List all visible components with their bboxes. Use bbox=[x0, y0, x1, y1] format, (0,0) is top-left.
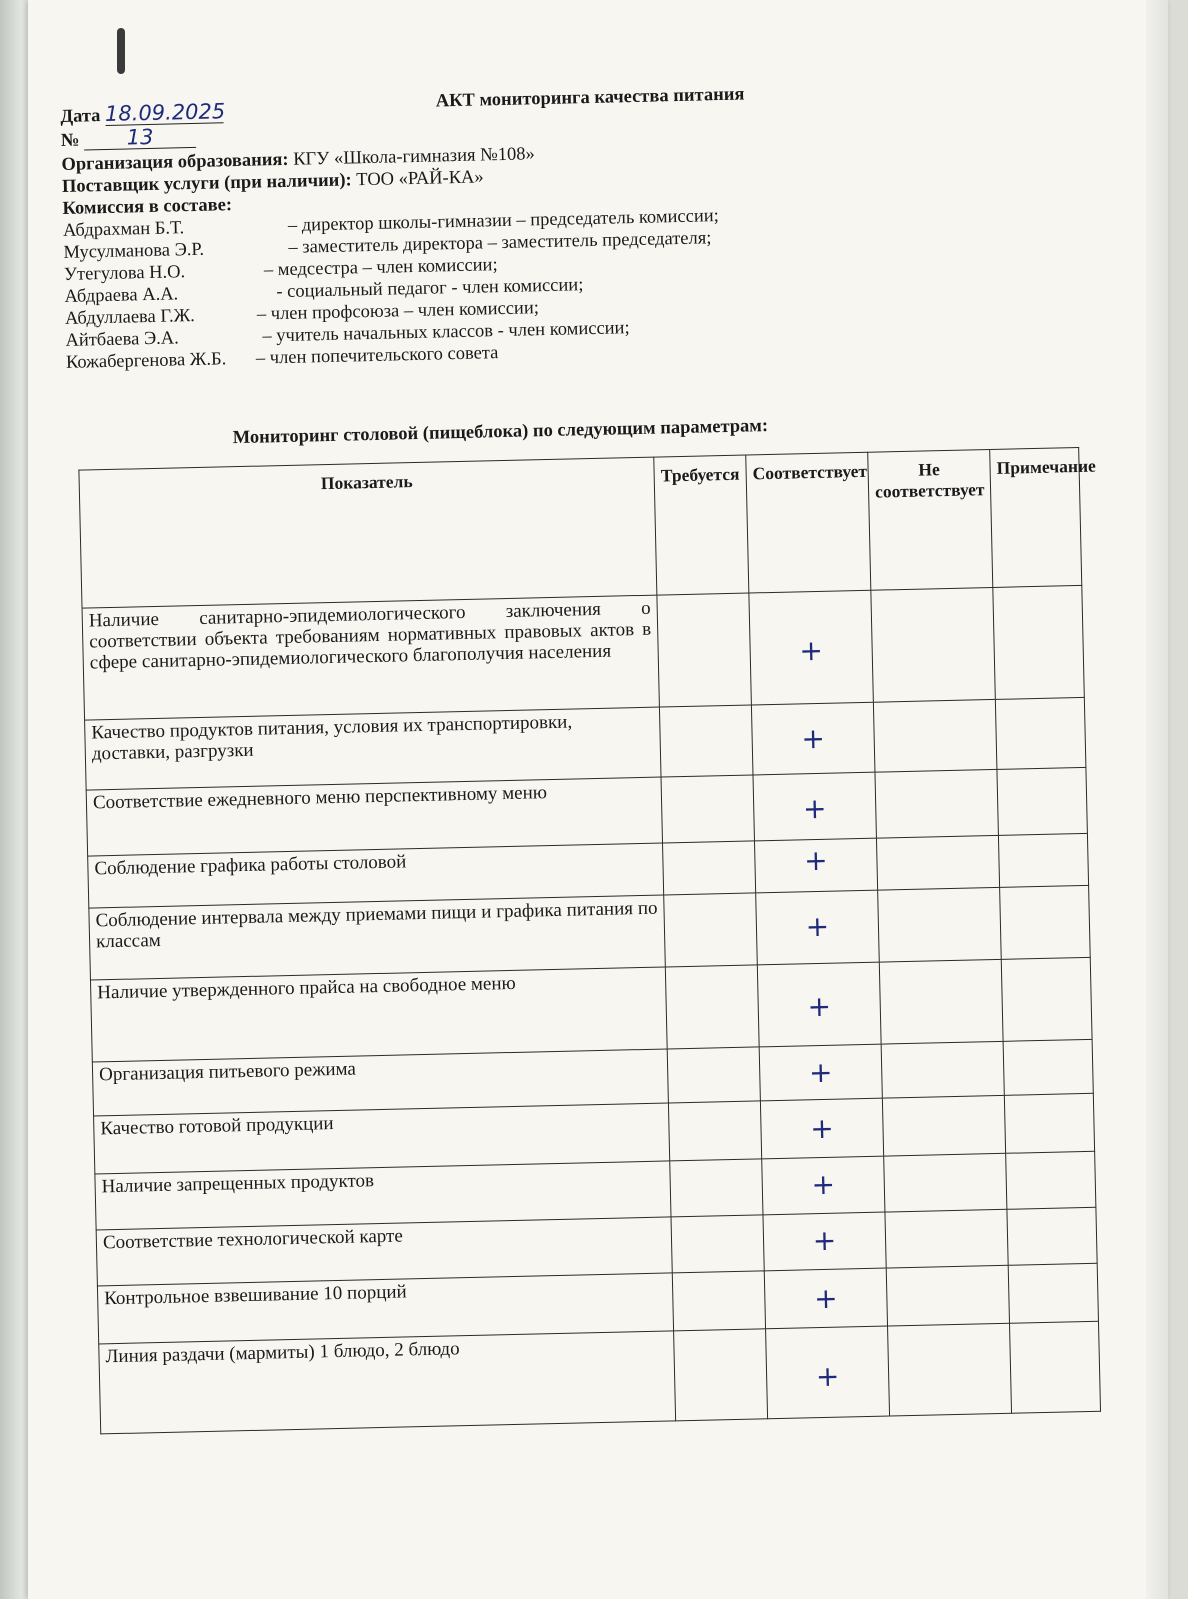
not-complies-cell bbox=[884, 1153, 1007, 1212]
indicator-cell: Качество готовой продукции bbox=[94, 1103, 670, 1174]
complies-cell bbox=[749, 590, 874, 705]
required-cell bbox=[664, 893, 758, 967]
member-name: Айтбаева Э.А. bbox=[65, 328, 180, 351]
note-cell bbox=[1003, 1039, 1093, 1095]
check-mark: + bbox=[805, 909, 830, 944]
supplier-label: Поставщик услуги (при наличии): bbox=[61, 170, 352, 197]
act-sheet bbox=[60, 75, 1171, 1479]
indicator-cell: Контрольное взвешивание 10 порций bbox=[97, 1273, 673, 1344]
header-complies: Соответствует bbox=[746, 452, 871, 593]
member-role: – заместитель директора – заместитель председателя; bbox=[288, 228, 712, 258]
not-complies-cell bbox=[876, 835, 999, 890]
organization-label: Организация образования: bbox=[61, 149, 289, 175]
complies-cell bbox=[753, 772, 876, 841]
check-mark: + bbox=[803, 843, 829, 878]
member-name: Утегулова Н.О. bbox=[63, 262, 186, 285]
number-value: 13 bbox=[84, 125, 196, 151]
required-cell bbox=[659, 705, 753, 777]
indicator-cell: Линия раздачи (мармиты) 1 блюдо, 2 блюдо bbox=[99, 1331, 676, 1434]
complies-cell bbox=[757, 962, 881, 1047]
member-name: Мусулманова Э.Р. bbox=[63, 239, 205, 263]
document-title: АКТ мониторинга качества питания bbox=[435, 84, 745, 112]
note-cell bbox=[995, 697, 1086, 769]
complies-cell bbox=[756, 890, 880, 965]
indicator-cell: Наличие утвержденного прайса на свободное меню bbox=[90, 967, 667, 1062]
date-value: 18.09.2025 bbox=[104, 99, 226, 126]
supplier-value: ТОО «РАЙ-КА» bbox=[356, 167, 484, 191]
check-mark: + bbox=[815, 1359, 840, 1394]
header-not-complies: Не соответствует bbox=[868, 449, 993, 590]
not-complies-cell bbox=[878, 887, 1002, 962]
header-indicator: Показатель bbox=[79, 457, 657, 608]
monitoring-subtitle: Мониторинг столовой (пищеблока) по следующим параметрам: bbox=[232, 416, 769, 449]
not-complies-cell bbox=[888, 1323, 1012, 1416]
member-role: – член профсоюза – член комиссии; bbox=[256, 298, 540, 325]
date-label: Дата bbox=[60, 106, 101, 127]
complies-cell bbox=[766, 1326, 890, 1419]
note-cell bbox=[1009, 1321, 1100, 1413]
note-cell bbox=[1000, 885, 1091, 959]
indicator-cell: Соответствие технологической карте bbox=[96, 1217, 672, 1286]
check-mark: + bbox=[808, 1055, 833, 1090]
complies-cell bbox=[764, 1268, 887, 1329]
required-cell bbox=[667, 1047, 760, 1103]
note-cell bbox=[1001, 957, 1092, 1041]
member-role: – член попечительского совета bbox=[255, 343, 499, 369]
not-complies-cell bbox=[882, 1095, 1005, 1156]
check-mark: + bbox=[807, 989, 832, 1024]
indicator-cell: Наличие санитарно-эпидемиологического заключения о соответствии объекта требованиям нормативных правовых актов в сфере санитарно-эпидемиологического благополучия населения bbox=[82, 595, 659, 720]
date-line bbox=[60, 99, 226, 128]
commission-member bbox=[64, 298, 540, 330]
table-header-row bbox=[79, 447, 1082, 608]
required-cell bbox=[671, 1215, 764, 1273]
indicator-cell: Соответствие ежедневного меню перспективному меню bbox=[86, 777, 662, 856]
indicator-cell: Организация питьевого режима bbox=[92, 1049, 668, 1116]
note-cell bbox=[1008, 1263, 1098, 1323]
member-role: – директор школы-гимназии – председатель комиссии; bbox=[287, 206, 720, 236]
note-cell bbox=[998, 833, 1088, 887]
not-complies-cell bbox=[875, 769, 998, 838]
required-cell bbox=[665, 965, 759, 1049]
indicator-cell: Наличие запрещенных продуктов bbox=[95, 1161, 671, 1230]
check-mark: + bbox=[813, 1281, 838, 1316]
check-mark: + bbox=[809, 1111, 835, 1146]
member-name: Кожабергенова Ж.Б. bbox=[65, 349, 227, 373]
not-complies-cell bbox=[881, 1041, 1004, 1098]
commission-line bbox=[62, 194, 232, 220]
required-cell bbox=[674, 1329, 768, 1421]
check-mark: + bbox=[811, 1167, 836, 1202]
note-cell bbox=[1004, 1093, 1094, 1153]
commission-member bbox=[63, 255, 498, 286]
note-cell bbox=[1007, 1207, 1097, 1265]
required-cell bbox=[657, 593, 752, 707]
not-complies-cell bbox=[879, 959, 1003, 1044]
required-cell bbox=[672, 1271, 765, 1331]
member-role: – медсестра – член комиссии; bbox=[263, 255, 498, 281]
required-cell bbox=[668, 1101, 761, 1161]
note-cell bbox=[993, 585, 1085, 699]
commission-member bbox=[65, 318, 630, 352]
commission-member bbox=[65, 343, 499, 374]
check-mark: + bbox=[812, 1223, 837, 1258]
number-line bbox=[61, 125, 197, 152]
member-name: Абдраева А.А. bbox=[64, 284, 179, 307]
check-mark: + bbox=[801, 721, 826, 756]
complies-cell bbox=[751, 702, 875, 775]
not-complies-cell bbox=[885, 1209, 1008, 1268]
required-cell bbox=[661, 775, 754, 843]
header-required: Требуется bbox=[654, 455, 749, 595]
complies-cell bbox=[754, 838, 877, 893]
not-complies-cell bbox=[873, 699, 997, 772]
complies-cell bbox=[763, 1212, 886, 1271]
number-label: № bbox=[60, 130, 80, 151]
indicator-cell: Качество продуктов питания, условия их транспортировки, доставки, разгрузки bbox=[85, 707, 661, 790]
complies-cell bbox=[760, 1098, 883, 1159]
member-name: Абдуллаева Г.Ж. bbox=[64, 305, 196, 329]
note-cell bbox=[1006, 1151, 1096, 1209]
complies-cell bbox=[762, 1156, 885, 1215]
organization-value: КГУ «Школа-гимназия №108» bbox=[292, 144, 536, 170]
required-cell bbox=[663, 841, 756, 895]
not-complies-cell bbox=[871, 587, 996, 702]
not-complies-cell bbox=[886, 1265, 1009, 1326]
header-note: Примечание bbox=[990, 447, 1082, 587]
check-mark: + bbox=[802, 791, 827, 826]
member-name: Абдрахман Б.Т. bbox=[62, 218, 185, 241]
indicator-cell: Соблюдение графика работы столовой bbox=[88, 843, 664, 908]
required-cell bbox=[670, 1159, 763, 1217]
check-mark: + bbox=[799, 633, 824, 668]
monitoring-table bbox=[78, 447, 1101, 1434]
commission-label: Комиссия в составе: bbox=[62, 195, 233, 219]
indicator-cell: Соблюдение интервала между приемами пищи и графика питания по классам bbox=[89, 895, 665, 980]
member-role: – учитель начальных классов - член комиссии; bbox=[262, 318, 630, 347]
member-role: - социальный педагог - член комиссии; bbox=[276, 275, 584, 303]
commission-member bbox=[64, 275, 584, 308]
complies-cell bbox=[759, 1044, 882, 1101]
binder-clip bbox=[117, 28, 125, 74]
note-cell bbox=[997, 767, 1087, 835]
